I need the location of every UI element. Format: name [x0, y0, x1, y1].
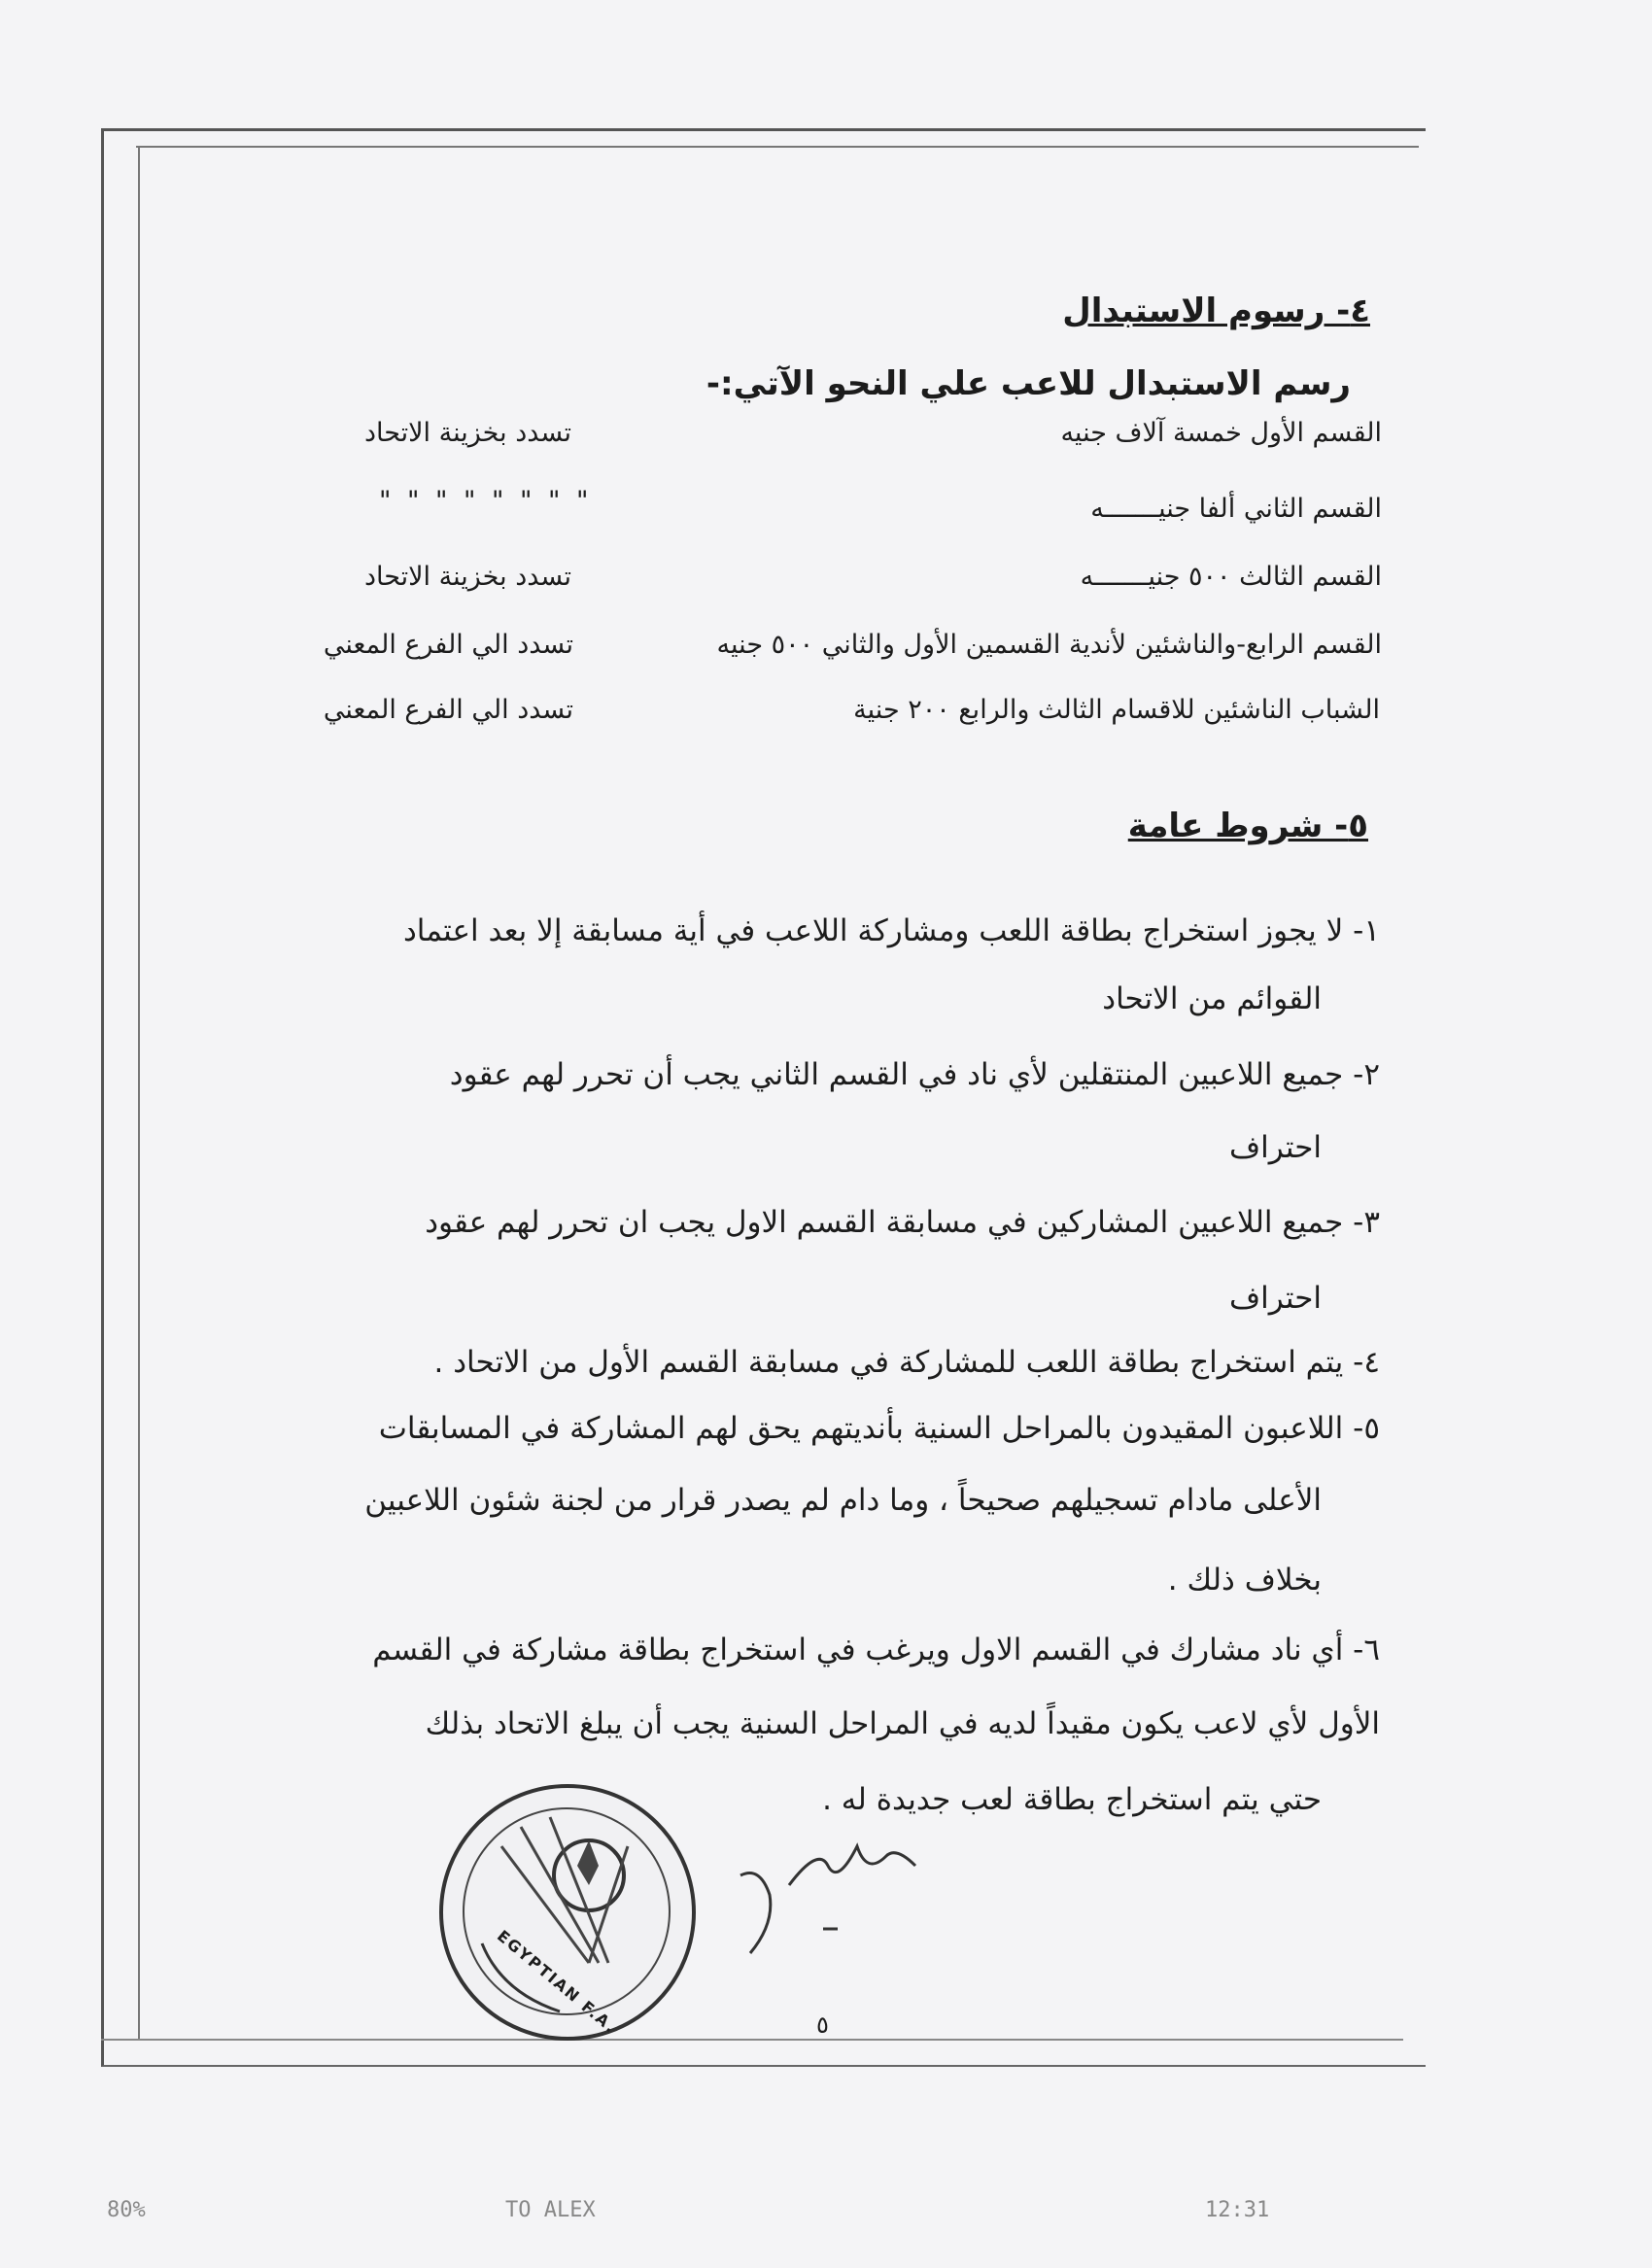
condition-line: القوائم من الاتحاد	[1102, 981, 1322, 1016]
condition-line: حتي يتم استخراج بطاقة لعب جديدة له .	[822, 1782, 1322, 1817]
fee-label: القسم الثاني ألفا جنيـــــــه	[1090, 494, 1382, 524]
condition-line: ٤- يتم استخراج بطاقة اللعب للمشاركة في مسابقة القسم الأول من الاتحاد .	[433, 1345, 1380, 1380]
fee-label: الشباب الناشئين للاقسام الثالث والرابع ٢٠٠ جنية	[853, 695, 1380, 725]
stamp-text: EGYPTIAN F.A.	[493, 1926, 621, 2038]
page-border-inner-left	[138, 146, 140, 2041]
fee-label: القسم الرابع-والناشئين لأندية القسمين الأول والثاني ٥٠٠ جنيه	[716, 630, 1382, 660]
condition-line: ١- لا يجوز استخراج بطاقة اللعب ومشاركة اللاعب في أية مسابقة إلا بعد اعتماد	[402, 913, 1380, 948]
page-border-inner-top	[136, 146, 1419, 148]
section-title: ٤- رسوم الاستبدال	[1062, 292, 1370, 330]
subtitle: رسم الاستبدال للاعب علي النحو الآتي:-	[706, 364, 1351, 403]
fax-footer-left: 80%	[107, 2198, 146, 2222]
condition-line: بخلاف ذلك .	[1167, 1563, 1322, 1598]
fee-destination: تسدد بخزينة الاتحاد	[363, 418, 571, 448]
fee-destination-ditto: " " " " " " " "	[379, 486, 593, 516]
page-number: ٥	[816, 2011, 829, 2039]
condition-line: ٢- جميع اللاعبين المنتقلين لأي ناد في القسم الثاني يجب أن تحرر لهم عقود	[449, 1057, 1380, 1092]
fee-destination: تسدد الي الفرع المعني	[323, 630, 573, 660]
condition-line: ٣- جميع اللاعبين المشاركين في مسابقة القسم الاول يجب ان تحرر لهم عقود	[425, 1205, 1380, 1240]
signature-icon	[731, 1837, 925, 1963]
condition-line: الأول لأي لاعب يكون مقيداً لديه في المراحل السنية يجب أن يبلغ الاتحاد بذلك	[425, 1706, 1380, 1741]
condition-line: احتراف	[1229, 1130, 1322, 1165]
page-border-inner-bottom	[101, 2039, 1403, 2041]
fax-footer-destination: TO ALEX	[505, 2198, 596, 2222]
fee-label: القسم الأول خمسة آلاف جنيه	[1060, 418, 1382, 448]
condition-line: احتراف	[1229, 1281, 1322, 1316]
fax-footer-time: 12:31	[1205, 2198, 1270, 2222]
fee-label: القسم الثالث ٥٠٠ جنيـــــــه	[1080, 562, 1382, 592]
condition-line: الأعلى مادام تسجيلهم صحيحاً ، وما دام لم يصدر قرار من لجنة شئون اللاعبين	[364, 1483, 1322, 1518]
condition-line: ٥- اللاعبون المقيدون بالمراحل السنية بأنديتهم يحق لهم المشاركة في المسابقات	[378, 1411, 1380, 1446]
official-stamp	[439, 1784, 696, 2041]
fee-destination: تسدد بخزينة الاتحاد	[363, 562, 571, 592]
condition-line: ٦- أي ناد مشارك في القسم الاول ويرغب في استخراج بطاقة مشاركة في القسم	[372, 1632, 1380, 1667]
conditions-title: ٥- شروط عامة	[1127, 807, 1368, 845]
fee-destination: تسدد الي الفرع المعني	[323, 695, 573, 725]
